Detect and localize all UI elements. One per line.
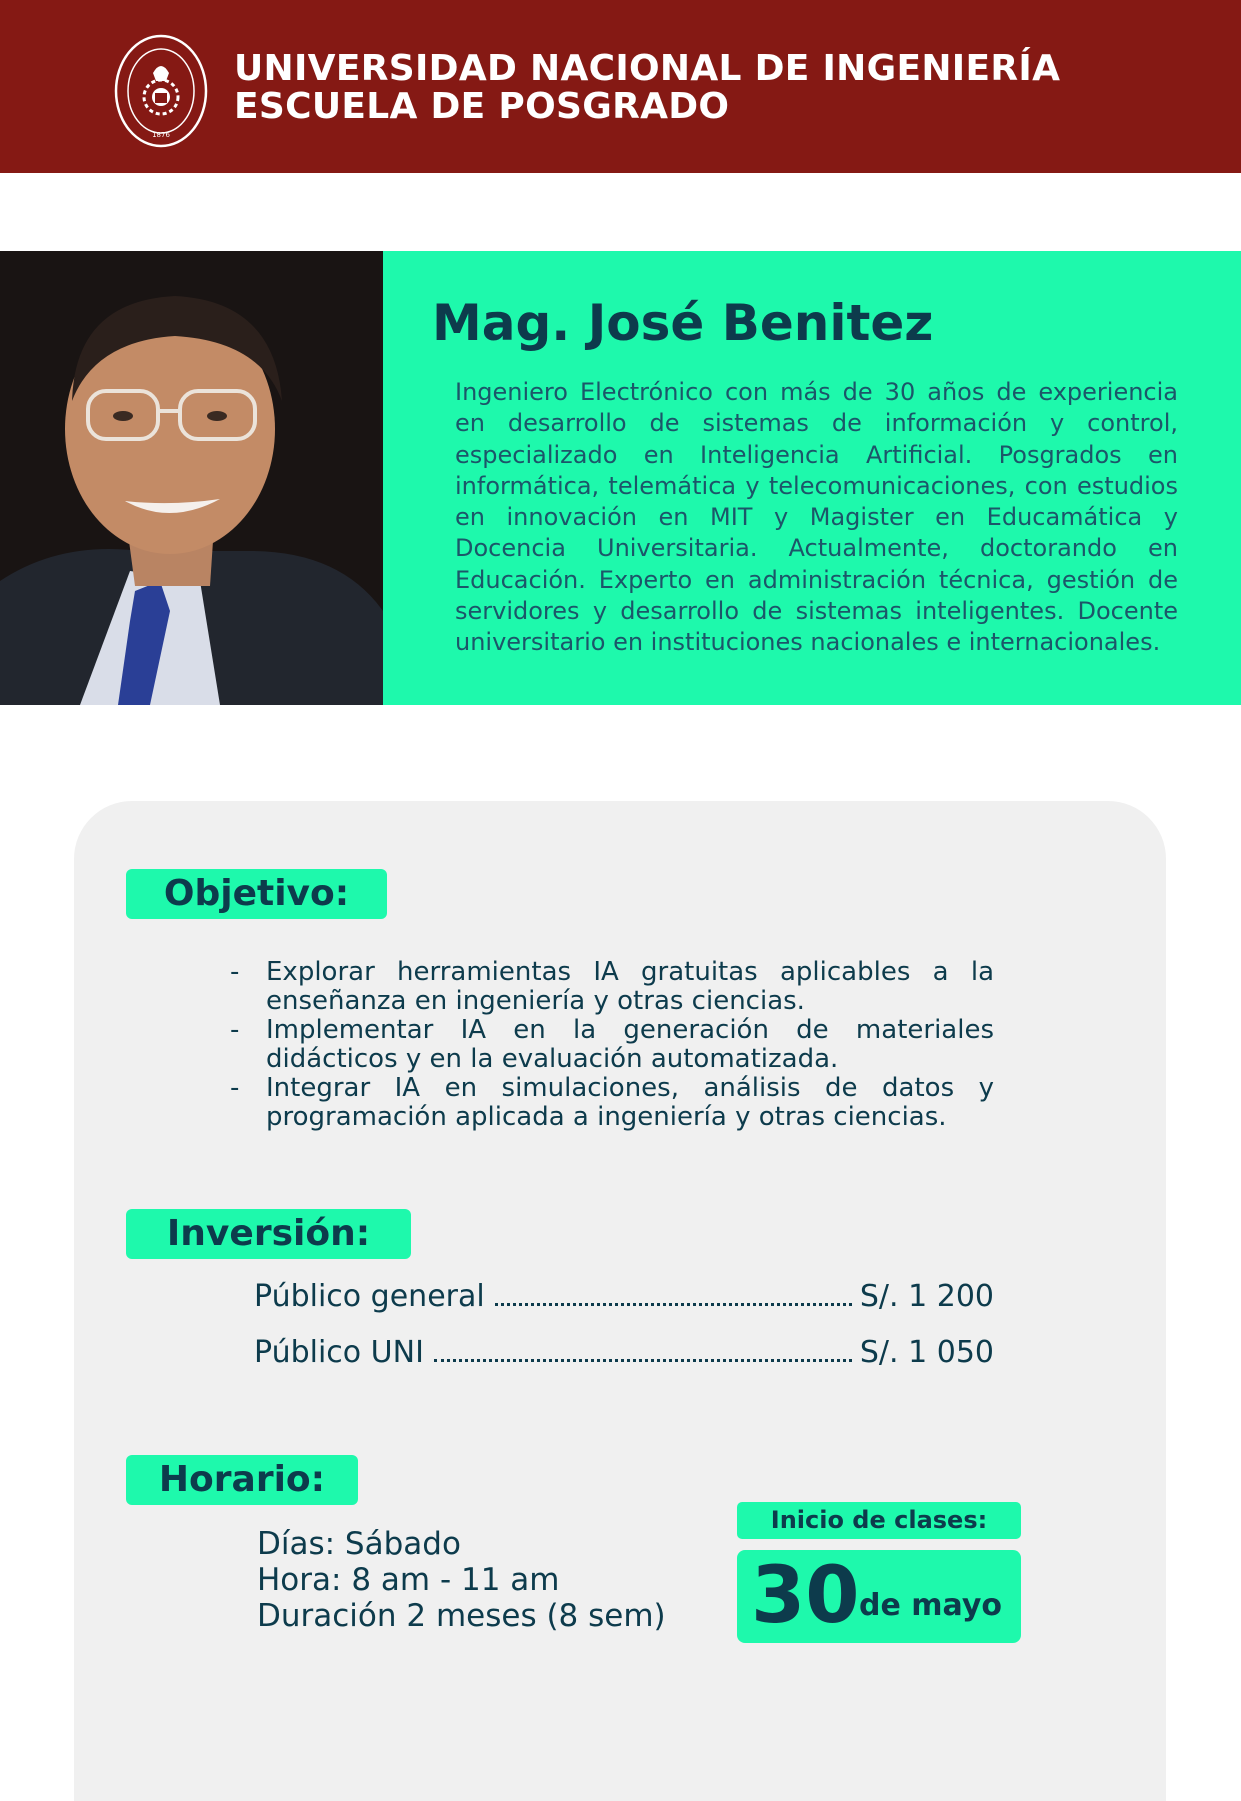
list-item [230, 1016, 994, 1074]
dotted-leader [434, 1359, 852, 1362]
objective-heading: Objetivo: [126, 869, 387, 919]
svg-text:1876: 1876 [152, 131, 170, 139]
price-category: Público UNI [254, 1335, 424, 1370]
instructor-bio: Ingeniero Electrónico con más de 30 años de experiencia en desarrollo de sistemas de información y control, especializado en Inteligencia Artificial. Posgrados en informática, telemática y telecomunicaciones, con estudios en innovación en MIT y Magister en Educamática y Docencia Universitaria. Actualmente, doctorando en Educación. Experto en administración técnica, gestión de servidores y desarrollo de sistemas inteligentes. Docente universitario en instituciones nacionales e internacionales. [455, 378, 1178, 657]
price-row-uni [254, 1335, 994, 1370]
schedule-duration: Duración 2 meses (8 sem) [257, 1598, 666, 1634]
objectives-list [230, 958, 994, 1132]
university-seal-logo [113, 33, 209, 150]
list-dash: - [230, 957, 240, 987]
university-name: UNIVERSIDAD NACIONAL DE INGENIERÍA [234, 48, 1061, 89]
schedule-hours: Hora: 8 am - 11 am [257, 1562, 560, 1598]
investment-heading: Inversión: [126, 1209, 411, 1259]
list-item [230, 1074, 994, 1132]
dotted-leader [495, 1303, 852, 1306]
price-category: Público general [254, 1279, 485, 1314]
objective-text: Integrar IA en simulaciones, análisis de datos y programación aplicada a ingeniería y otras ciencias. [266, 1073, 994, 1132]
price-row-general [254, 1279, 994, 1314]
price-value: S/. 1 200 [859, 1279, 994, 1314]
start-date-box [737, 1550, 1021, 1643]
instructor-photo [0, 251, 383, 705]
instructor-name: Mag. José Benitez [432, 294, 934, 352]
start-month: de mayo [859, 1588, 1003, 1623]
objective-text: Implementar IA en la generación de materiales didácticos y en la evaluación automatizada. [266, 1015, 994, 1074]
schedule-details [257, 1526, 666, 1634]
school-name: ESCUELA DE POSGRADO [234, 86, 730, 127]
schedule-days: Días: Sábado [257, 1526, 461, 1562]
list-item [230, 958, 994, 1016]
start-date-label: Inicio de clases: [737, 1502, 1021, 1539]
objective-text: Explorar herramientas IA gratuitas aplicables a la enseñanza en ingeniería y otras ciencias. [266, 957, 994, 1016]
schedule-heading: Horario: [126, 1455, 358, 1505]
institution-title [234, 50, 1060, 126]
start-day: 30 [751, 1551, 860, 1641]
list-dash: - [230, 1015, 240, 1045]
price-value: S/. 1 050 [859, 1335, 994, 1370]
list-dash: - [230, 1073, 240, 1103]
